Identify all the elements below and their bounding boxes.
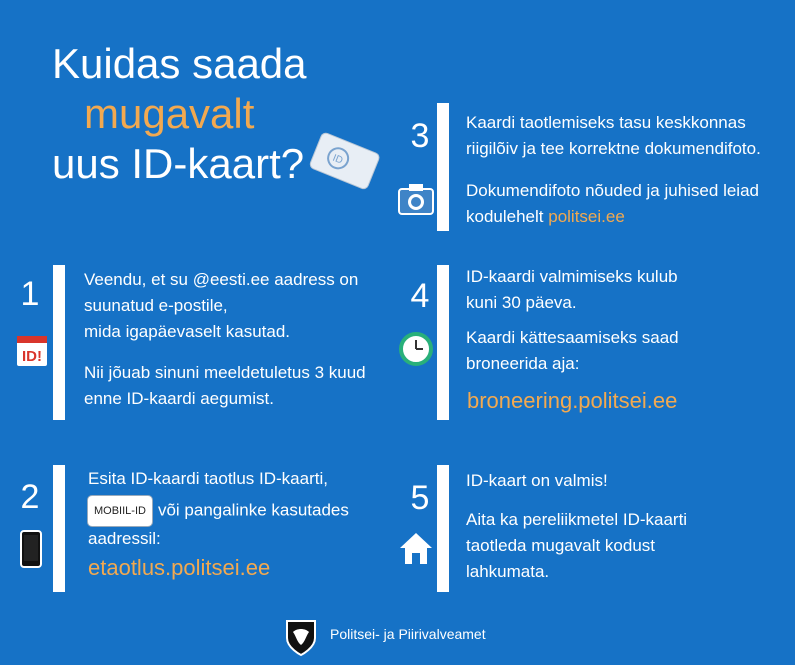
- step-4-text: [466, 264, 786, 377]
- footer-label: Politsei- ja Piirivalveamet: [330, 626, 486, 642]
- step-3-text: [466, 110, 786, 230]
- step-5-number: 5: [410, 479, 430, 517]
- step-3-number: 3: [410, 117, 430, 155]
- step-2-divider: [53, 465, 65, 592]
- step-1-divider: [53, 265, 65, 420]
- calendar-id-text: ID!: [22, 348, 42, 365]
- police-crest-icon: [284, 618, 318, 663]
- step-2-line-1: Esita ID-kaardi taotlus ID-kaarti,: [88, 469, 328, 488]
- step-5-line-4: lahkumata.: [466, 562, 550, 581]
- step-4-line-3: Kaardi kättesaamiseks saad: [466, 328, 679, 347]
- phone-icon: [20, 530, 42, 573]
- step-3-divider: [437, 103, 449, 231]
- step-3-line-2: riigilõiv ja tee korrektne dokumendifoto.: [466, 139, 761, 158]
- mobiil-id-badge: MOBIIL-ID: [88, 496, 152, 526]
- step-2-number: 2: [20, 478, 40, 516]
- step-1-line-2: suunatud e-postile,: [84, 296, 228, 315]
- step-1-line-5: enne ID-kaardi aegumist.: [84, 389, 274, 408]
- broneering-link[interactable]: broneering.politsei.ee: [467, 388, 678, 413]
- step-1-line-4: Nii jõuab sinuni meeldetuletus 3 kuud: [84, 363, 366, 382]
- svg-text:ID: ID: [330, 152, 345, 167]
- step-1-text: [84, 267, 404, 412]
- camera-icon: [397, 181, 435, 222]
- title-line-3: uus ID-kaart?: [52, 140, 305, 187]
- step-4-line-4: broneerida aja:: [466, 354, 580, 373]
- step-5-line-1: ID-kaart on valmis!: [466, 471, 608, 490]
- step-4-divider: [437, 265, 449, 420]
- step-2-line-2: [88, 496, 398, 526]
- step-5-text: [466, 468, 786, 585]
- calendar-id-icon: [16, 333, 48, 372]
- title-line-2: mugavalt: [84, 90, 255, 137]
- step-1-line-3: mida igapäevaselt kasutad.: [84, 322, 291, 341]
- step-4-line-2: kuni 30 päeva.: [466, 293, 577, 312]
- step-5-line-2: Aita ka pereliikmetel ID-kaarti: [466, 510, 688, 529]
- step-5-divider: [437, 465, 449, 592]
- step-5-line-3: taotleda mugavalt kodust: [466, 536, 656, 555]
- step-4-number: 4: [410, 277, 430, 315]
- step-1-line-1: Veendu, et su @eesti.ee aadress on: [84, 270, 359, 289]
- step-3-line-1: Kaardi taotlemiseks tasu keskkonnas: [466, 113, 746, 132]
- step-2-text: [88, 466, 398, 552]
- step-2-line-3: aadressil:: [88, 529, 161, 548]
- step-4-line-1: ID-kaardi valmimiseks kulub: [466, 267, 678, 286]
- politsei-link[interactable]: politsei.ee: [548, 207, 625, 226]
- id-card-icon: [308, 130, 383, 195]
- etaotlus-link[interactable]: etaotlus.politsei.ee: [88, 555, 271, 580]
- title-line-1: Kuidas saada: [52, 40, 307, 87]
- step-3-line-4: [466, 204, 786, 230]
- step-2-line-2-text: või pangalinke kasutades: [157, 500, 349, 520]
- step-3-line-3: Dokumendifoto nõuded ja juhised leiad: [466, 181, 759, 200]
- step-3-link-prefix: kodulehelt: [466, 207, 544, 226]
- house-icon: [398, 530, 434, 571]
- step-1-number: 1: [20, 275, 40, 313]
- clock-icon: [399, 332, 433, 371]
